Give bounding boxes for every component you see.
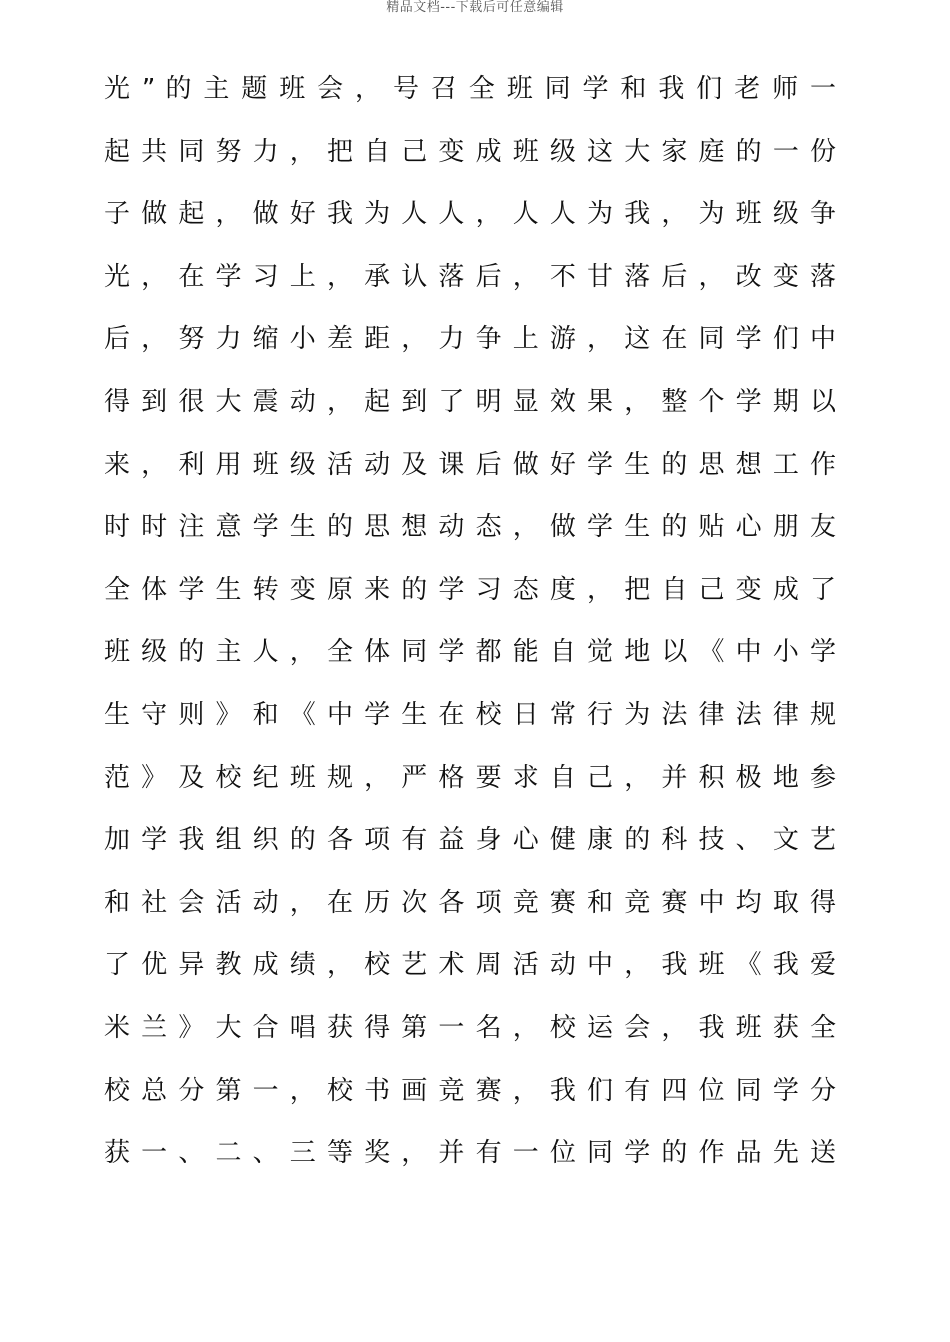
text-line: 全 体 学 生 转 变 原 来 的 学 习 态 度 ， 把 自 己 变 成 了	[104, 574, 836, 605]
text-line: 和 社 会 活 动 ， 在 历 次 各 项 竞 赛 和 竞 赛 中 均 取 得	[104, 887, 836, 918]
text-line: 时 时 注 意 学 生 的 思 想 动 态 ， 做 学 生 的 贴 心 朋 友	[104, 512, 836, 543]
text-line: 范 》 及 校 纪 班 规 ， 严 格 要 求 自 己 ， 并 积 极 地 参	[104, 762, 836, 793]
page-header: 精品文档---下载后可任意编辑	[386, 0, 564, 15]
text-line: 加 学 我 组 织 的 各 项 有 益 身 心 健 康 的 科 技 、 文 艺	[104, 825, 836, 856]
text-line: 光 ， 在 学 习 上 ， 承 认 落 后 ， 不 甘 落 后 ， 改 变 落	[104, 261, 836, 292]
text-line: 起 共 同 努 力 ， 把 自 己 变 成 班 级 这 大 家 庭 的 一 份	[104, 136, 836, 167]
text-line: 来 ， 利 用 班 级 活 动 及 课 后 做 好 学 生 的 思 想 工 作	[104, 449, 836, 480]
text-line: 获 一 、 二 、 三 等 奖 ， 并 有 一 位 同 学 的 作 品 先 送	[104, 1138, 836, 1169]
text-line: 校 总 分 第 一 ， 校 书 画 竞 赛 ， 我 们 有 四 位 同 学 分	[104, 1075, 836, 1106]
text-line: 米 兰 》 大 合 唱 获 得 第 一 名 ， 校 运 会 ， 我 班 获 全	[104, 1012, 836, 1043]
text-line: 子 做 起 ， 做 好 我 为 人 人 ， 人 人 为 我 ， 为 班 级 争	[104, 199, 836, 230]
text-line: 班 级 的 主 人 ， 全 体 同 学 都 能 自 觉 地 以 《 中 小 学	[104, 637, 836, 668]
text-line: 了 优 异 教 成 绩 ， 校 艺 术 周 活 动 中 ， 我 班 《 我 爱	[104, 950, 836, 981]
document-body	[104, 58, 864, 1185]
text-line: 后 ， 努 力 缩 小 差 距 ， 力 争 上 游 ， 这 在 同 学 们 中	[104, 324, 836, 355]
text-line: 生 守 则 》 和 《 中 学 生 在 校 日 常 行 为 法 律 法 律 规	[104, 699, 836, 730]
text-line: 得 到 很 大 震 动 ， 起 到 了 明 显 效 果 ， 整 个 学 期 以	[104, 386, 836, 417]
text-line: 光 ” 的 主 题 班 会 ， 号 召 全 班 同 学 和 我 们 老 师 一	[104, 74, 836, 104]
